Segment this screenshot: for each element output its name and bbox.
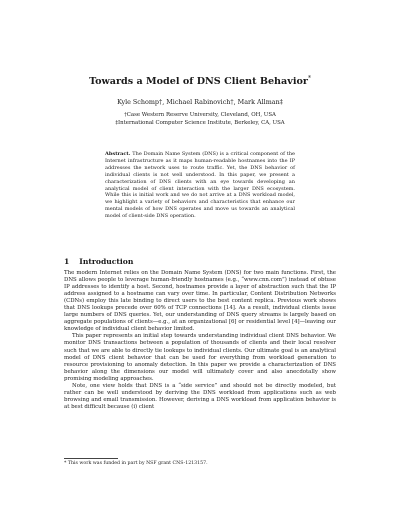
paragraph: The modern Internet relies on the Domain Name System (DNS) for two main functions. First, the DNS allows people to leverage human-friendly hostnames (e.g., “www.cnn.com”) instead of obtuse IP addresses to identify a host. Second, hostnames provide a layer of abstraction such that the IP address assigned to a hostname can vary over time. In particular, Content Distribution Networks (CDNs) employ this late binding to direct users to the best content replica. Previous work shows that DNS lookups precede over 60% of TCP connections [14]. As a result, individual clients issue large numbers of DNS queries. Yet, our understanding of DNS query streams is largely based on aggregate populations of clients—e.g., at an organizational [6] or residential level [4]—leaving our knowledge of individual client behavior limited. (64, 270, 336, 333)
abstract-label: Abstract. (105, 151, 131, 157)
author-list: Kyle Schomp†, Michael Rabinovich†, Mark Allman‡ (117, 98, 283, 106)
footnote: * This work was funded in part by NSF grant CNS-1213157. (64, 461, 208, 466)
section-title: Introduction (79, 257, 134, 266)
footnote-rule (64, 458, 118, 459)
abstract (105, 151, 295, 220)
section-heading (64, 257, 133, 267)
paragraph: Note, one view holds that DNS is a “side service” and should not be directly modeled, but rather can be well understood by deriving the DNS workload from applications such as web browsing and email transmission. However, deriving a DNS workload from application behavior is at best difficult because (i) client (64, 382, 336, 410)
title-text: Towards a Model of DNS Client Behavior (89, 76, 308, 88)
affiliation-cwru: †Case Western Reserve University, Cleveland, OH, USA (124, 112, 276, 118)
affiliation-icsi: ‡International Computer Science Institute, Berkeley, CA, USA (115, 119, 285, 126)
affiliations (0, 112, 400, 127)
paper-title (0, 73, 400, 88)
section-number: 1 (64, 257, 70, 266)
paragraph: This paper represents an initial step towards understanding individual client DNS behavior. We monitor DNS transactions between a population of thousands of clients and their local resolver such that we are able to directly tie lookups to individual clients. Our ultimate goal is an analytical model of DNS client behavior that can be used for everything from workload generation to resource provisioning to anomaly detection. In this paper we provide a characterization of DNS behavior along the dimensions our model will ultimately cover and also anecdotally show promising modeling approaches. (64, 333, 336, 382)
body-text (64, 270, 336, 411)
title-footnote-mark: * (307, 75, 311, 82)
abstract-text: The Domain Name System (DNS) is a critical component of the Internet infrastructure as it maps human-readable hostnames into the IP addresses the network uses to route traffic. Yet, the DNS behavior of individual clients is not well understood. In this paper, we present a characterization of DNS clients with an eye towards developing an analytical model of client interaction with the larger DNS ecosystem. While this is initial work and we do not arrive at a DNS workload model, we highlight a variety of behaviors and characteristics that enhance our mental models of how DNS operates and move us towards an analytical model of client-side DNS operation. (105, 151, 295, 220)
